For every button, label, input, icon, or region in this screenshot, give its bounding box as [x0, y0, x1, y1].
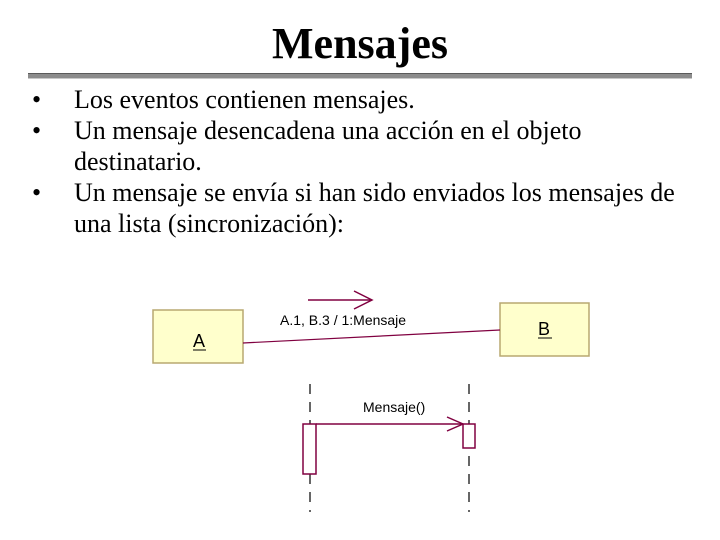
- association-link: [243, 330, 500, 343]
- activation-bar-sender: [303, 424, 316, 474]
- sequence-message-label: Mensaje(): [363, 399, 426, 415]
- bullet-text: Un mensaje se envía si han sido enviados los mensajes de una lista (sincronización):: [74, 178, 675, 238]
- object-b-label: B: [538, 319, 551, 339]
- collaboration-diagram: [153, 291, 589, 363]
- sequence-diagram: [303, 384, 475, 512]
- bullet-icon: •: [32, 116, 42, 145]
- bullet-icon: •: [32, 85, 42, 114]
- bullet-text: Los eventos contienen mensajes.: [74, 85, 415, 114]
- bullet-text: Un mensaje desencadena una acción en el objeto destinatario.: [74, 116, 582, 176]
- object-a-label: A: [193, 331, 206, 351]
- bullet-icon: •: [32, 178, 42, 207]
- collaboration-message-label: A.1, B.3 / 1:Mensaje: [280, 312, 407, 328]
- slide-title: Mensajes: [272, 19, 448, 68]
- activation-bar-receiver: [463, 424, 475, 448]
